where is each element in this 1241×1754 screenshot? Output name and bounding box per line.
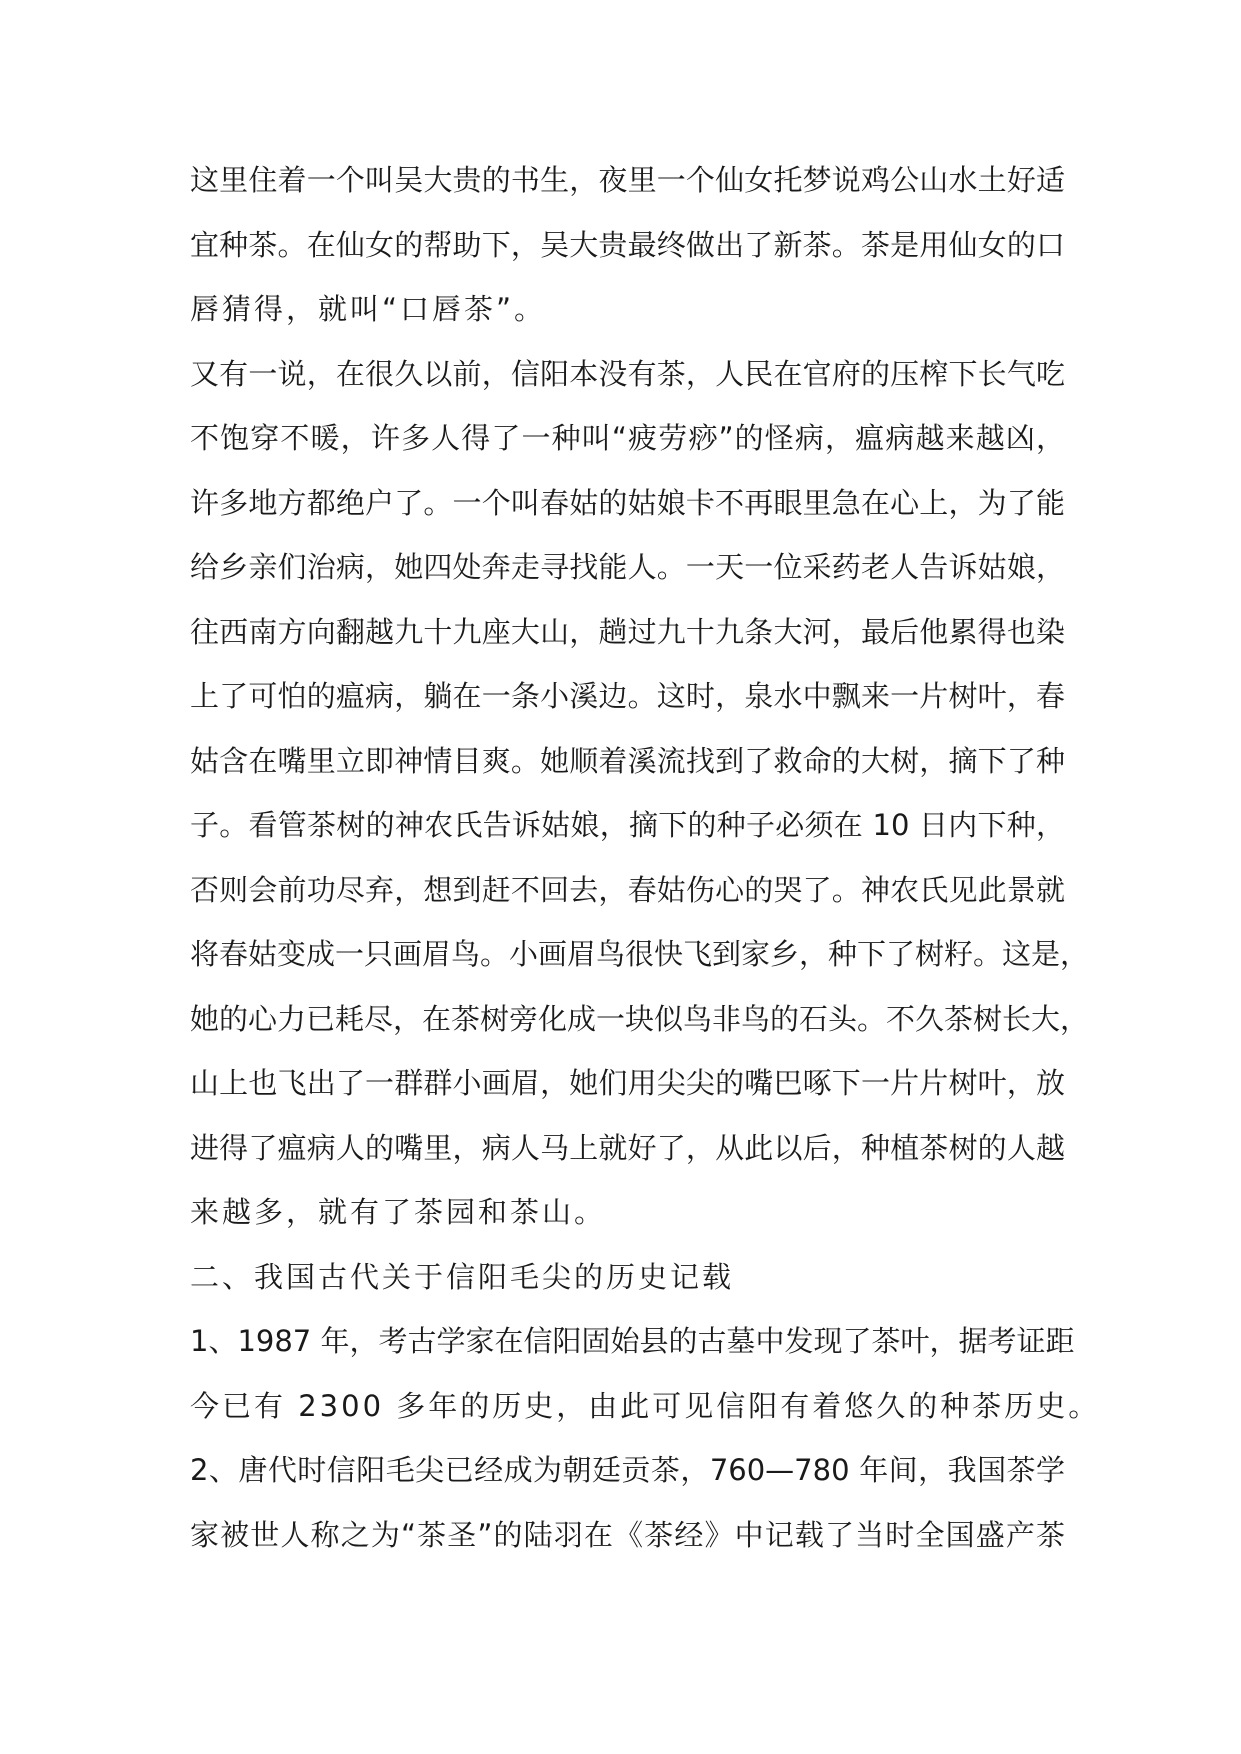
text-line: 进得了瘟病人的嘴里，病人马上就好了，从此以后，种植茶树的人越 (190, 1130, 1065, 1165)
text-line: 许多地方都绝户了。一个叫春姑的姑娘卡不再眼里急在心上，为了能 (190, 485, 1065, 520)
section-heading: 二、我国古代关于信阳毛尖的历史记载 (190, 1259, 735, 1294)
text-line: 1、1987 年，考古学家在信阳固始县的古墓中发现了茶叶，据考证距 (190, 1324, 1075, 1358)
text-line: 她的心力已耗尽，在茶树旁化成一块似鸟非鸟的石头。不久茶树长大， (190, 1001, 1090, 1036)
text-line: 子。看管茶树的神农氏告诉姑娘，摘下的种子必须在 10 日内下种， (190, 808, 1065, 842)
text-line: 唇猜得，就叫“口唇茶”。 (190, 292, 547, 326)
text-line: 家被世人称之为“茶圣”的陆羽在《茶经》中记载了当时全国盛产茶 (190, 1517, 1065, 1552)
text-line: 今已有 2300 多年的历史，由此可见信阳有着悠久的种茶历史。 (190, 1388, 1101, 1423)
text-line: 又有一说，在很久以前，信阳本没有茶，人民在官府的压榨下长气吃 (190, 356, 1065, 391)
text-line: 山上也飞出了一群群小画眉，她们用尖尖的嘴巴啄下一片片树叶，放 (190, 1066, 1065, 1100)
text-line: 给乡亲们治病，她四处奔走寻找能人。一天一位采药老人告诉姑娘， (190, 550, 1065, 584)
text-line: 否则会前功尽弃，想到赶不回去，春姑伤心的哭了。神农氏见此景就 (190, 872, 1065, 907)
text-line: 宜种茶。在仙女的帮助下，吴大贵最终做出了新茶。茶是用仙女的口 (190, 227, 1065, 262)
text-line: 将春姑变成一只画眉鸟。小画眉鸟很快飞到家乡，种下了树籽。这是， (190, 937, 1090, 971)
text-line: 不饱穿不暖，许多人得了一种叫“疲劳痧”的怪病，瘟病越来越凶， (190, 421, 1065, 455)
text-line: 往西南方向翻越九十九座大山，趟过九十九条大河，最后他累得也染 (190, 614, 1065, 649)
text-line: 姑含在嘴里立即神情目爽。她顺着溪流找到了救命的大树，摘下了种 (190, 743, 1065, 778)
body-text (190, 148, 1101, 1567)
text-line: 上了可怕的瘟病，躺在一条小溪边。这时，泉水中飘来一片树叶，春 (190, 679, 1065, 713)
text-line: 这里住着一个叫吴大贵的书生，夜里一个仙女托梦说鸡公山水土好适 (190, 163, 1065, 197)
text-line: 来越多，就有了茶园和茶山。 (190, 1195, 607, 1229)
text-line: 2、唐代时信阳毛尖已经成为朝廷贡茶，760—780 年间，我国茶学 (190, 1453, 1065, 1487)
